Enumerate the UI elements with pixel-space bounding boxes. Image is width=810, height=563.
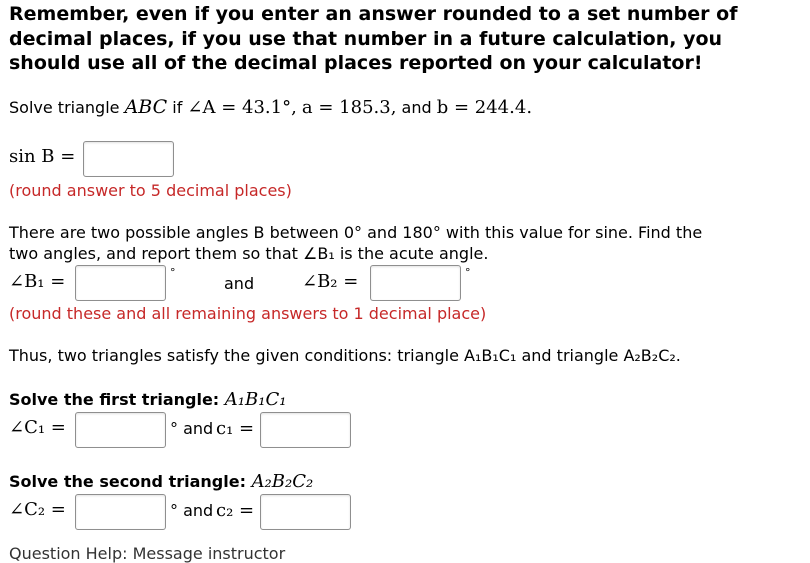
problem-and: and xyxy=(401,98,432,117)
question-help-footer[interactable]: Question Help: Message instructor xyxy=(9,544,286,563)
side-c1-input[interactable] xyxy=(260,412,351,448)
problem-prefix: Solve triangle xyxy=(9,98,120,117)
sin-b-rounding-hint: (round answer to 5 decimal places) xyxy=(9,181,292,200)
first-triangle-name: A₁B₁C₁ xyxy=(224,389,287,410)
angle-a-given: ∠A = 43.1°, xyxy=(187,97,297,118)
two-triangles-statement: Thus, two triangles satisfy the given conditions: triangle A₁B₁C₁ and triangle A₂B₂C₂. xyxy=(9,346,681,365)
rounding-reminder xyxy=(9,2,737,76)
problem-if: if xyxy=(172,98,183,117)
angle-c1-label: ∠C₁ = xyxy=(9,417,66,438)
side-c1-label: c₁ = xyxy=(216,418,255,439)
side-a-given: a = 185.3, xyxy=(301,97,397,118)
reminder-line-2: decimal places, if you use that number in a future calculation, you xyxy=(9,27,723,50)
angle-c1-input[interactable] xyxy=(75,412,166,448)
angle-b2-input[interactable] xyxy=(370,265,461,301)
angles-and: and xyxy=(224,274,255,293)
angle-b1-label: ∠B₁ = xyxy=(9,271,66,292)
angle-b2-label: ∠B₂ = xyxy=(302,271,359,292)
reminder-line-1: Remember, even if you enter an answer rounded to a set number of xyxy=(9,3,738,25)
triangle-name: ABC xyxy=(124,96,168,118)
sin-b-input[interactable] xyxy=(83,141,174,177)
one-decimal-rounding-hint: (round these and all remaining answers to 1 decimal place) xyxy=(9,304,487,323)
degree-symbol: ° xyxy=(170,266,176,279)
first-triangle-heading: Solve the first triangle: A₁B₁C₁ xyxy=(9,389,287,410)
angles-instruction-line-2: two angles, and report them so that ∠B₁ is the acute angle. xyxy=(9,244,489,263)
side-c2-label: c₂ = xyxy=(216,500,255,521)
angles-instruction-line-1: There are two possible angles B between 0° and 180° with this value for sine. Find the xyxy=(9,223,703,242)
angle-b1-input[interactable] xyxy=(75,265,166,301)
degree-and: ° and xyxy=(170,419,214,438)
angle-c2-input[interactable] xyxy=(75,494,166,530)
reminder-line-3: should use all of the decimal places reported on your calculator! xyxy=(9,52,703,74)
side-c2-input[interactable] xyxy=(260,494,351,530)
problem-statement xyxy=(9,96,532,118)
sin-b-label: sin B = xyxy=(9,146,76,167)
angle-c2-label: ∠C₂ = xyxy=(9,499,66,520)
second-triangle-heading: Solve the second triangle: A₂B₂C₂ xyxy=(9,471,314,492)
degree-symbol: ° xyxy=(465,266,471,279)
side-b-given: b = 244.4. xyxy=(436,97,533,118)
degree-and: ° and xyxy=(170,501,214,520)
second-triangle-name: A₂B₂C₂ xyxy=(251,471,314,492)
